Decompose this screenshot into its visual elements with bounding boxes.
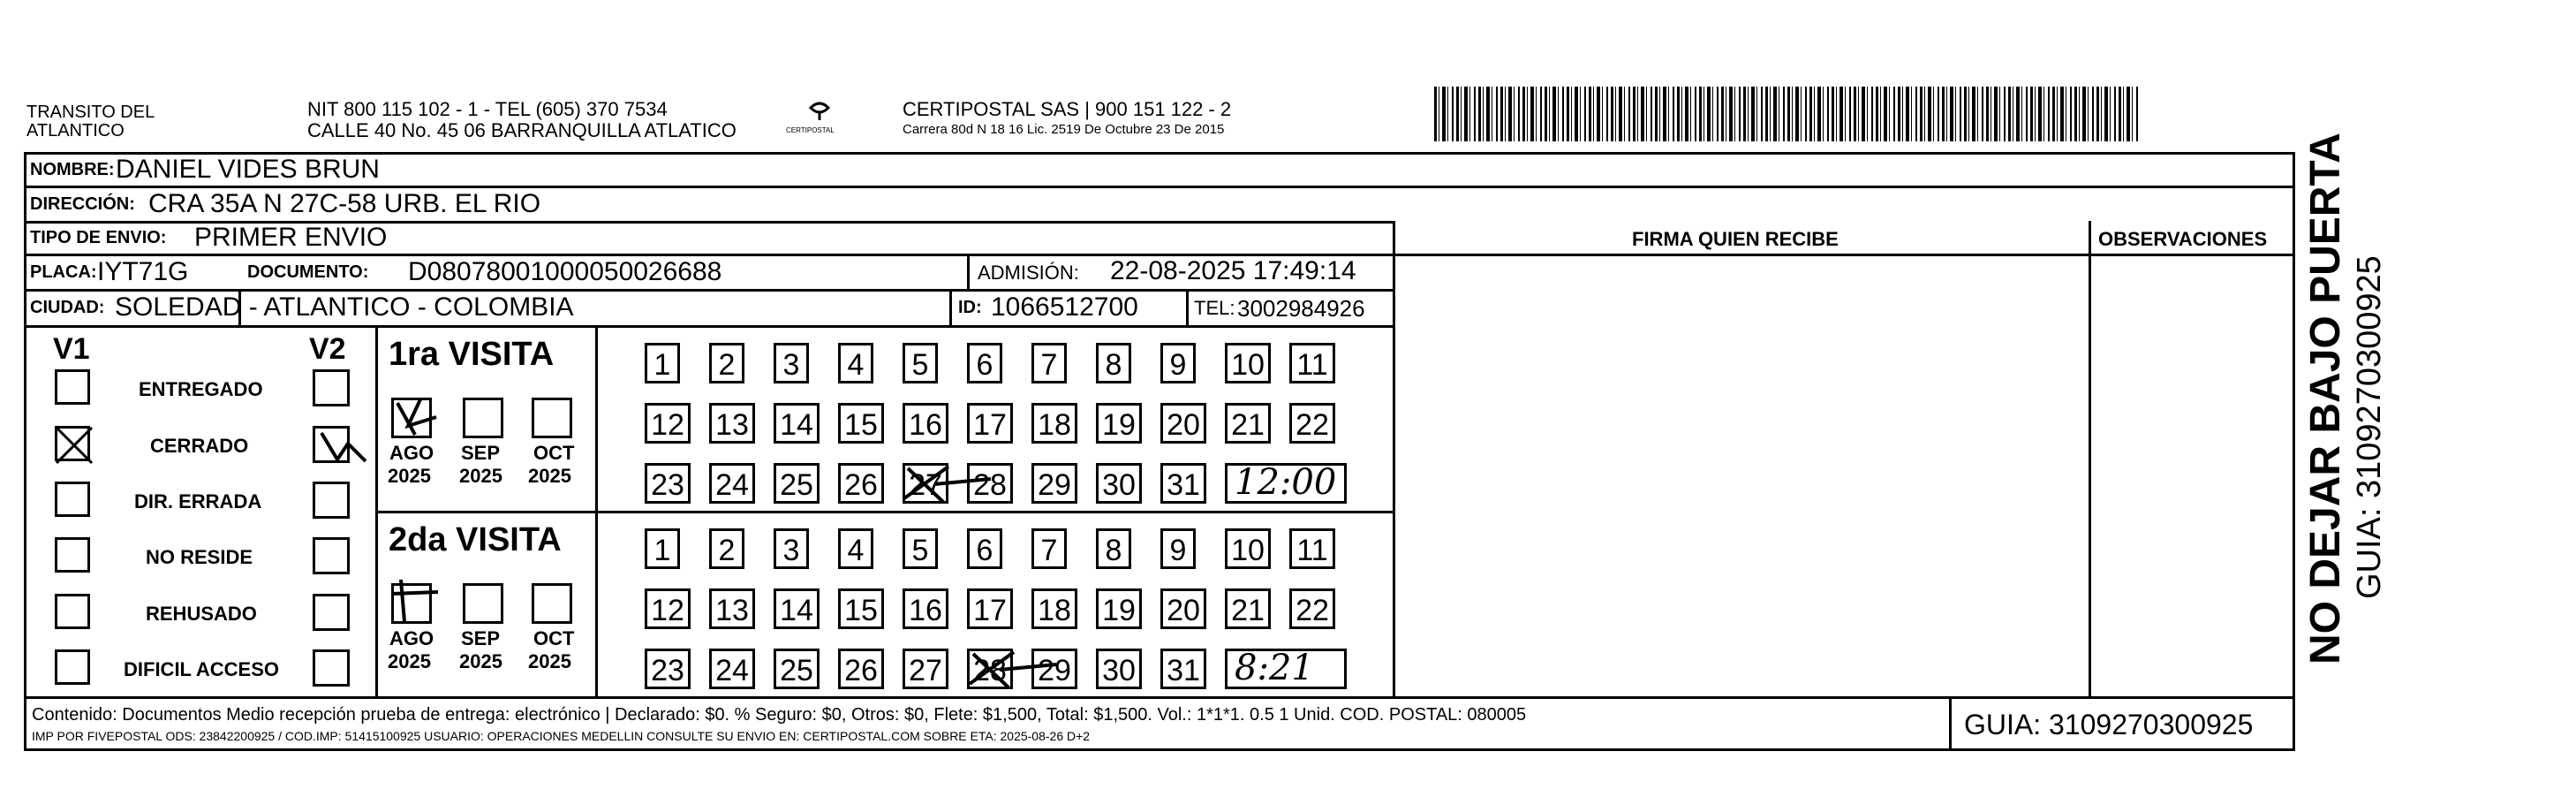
day-box[interactable] [967,343,1002,383]
rule [24,696,2295,699]
status-label: REHUSADO [146,603,257,625]
logo-caption: CERTIPOSTAL [786,126,835,134]
day-number: 31 [1167,468,1200,502]
tipo-envio-value: PRIMER ENVIO [194,223,388,252]
day-box[interactable] [1031,463,1077,504]
day-number: 28 [973,468,1007,502]
day-number: 25 [780,468,813,502]
day-number: 23 [651,654,684,687]
month-handmark [385,576,447,629]
status-v2-checkbox[interactable] [313,426,350,463]
firma-header: FIRMA QUIEN RECIBE [1632,228,1839,250]
day-box[interactable] [903,403,948,444]
ciudad-value: SOLEDAD - ATLANTICO - COLOMBIA [115,292,574,322]
day-number: 9 [1169,348,1187,382]
year-label: 2025 [459,465,502,487]
day-number: 7 [1040,348,1058,382]
day-number: 16 [909,594,942,627]
day-box[interactable] [1031,528,1067,569]
day-number: 18 [1038,594,1071,627]
day-number: 29 [1038,468,1071,502]
status-v2-checkbox[interactable] [313,537,350,574]
sender-name-line2: ATLANTICO [26,121,125,140]
courier-name: CERTIPOSTAL SAS | 900 151 122 - 2 [903,98,1232,120]
day-box[interactable] [645,403,691,444]
day-box[interactable] [709,588,755,629]
day-number: 13 [715,594,749,627]
day-box[interactable] [709,528,744,569]
day-number: 14 [780,594,813,627]
documento-label: DOCUMENTO: [247,262,369,282]
day-box[interactable] [774,343,809,383]
day-box[interactable] [645,463,691,504]
day-number: 18 [1038,408,1071,442]
id-label: ID: [958,298,982,317]
day-number: 24 [715,468,749,502]
visit-title: 2da VISITA [389,521,562,558]
sender-nit: NIT 800 115 102 - 1 - TEL (605) 370 7534 [307,98,668,120]
day-number: 26 [844,654,878,687]
day-box[interactable] [645,588,691,629]
status-v1-checkbox[interactable] [55,369,90,405]
footer-guia: GUIA: 3109270300925 [1964,709,2254,740]
day-number: 31 [1167,654,1200,687]
day-box[interactable] [967,528,1002,569]
status-v1-checkbox[interactable] [55,482,90,517]
month-label: AGO [389,627,434,649]
day-number: 17 [973,408,1007,442]
day-box[interactable] [1096,343,1131,383]
status-label: DIR. ERRADA [134,490,262,512]
day-number: 22 [1296,408,1329,442]
rule [967,254,970,289]
id-value: 1066512700 [991,292,1138,322]
year-label: 2025 [528,650,571,672]
day-number: 23 [651,468,684,502]
day-box[interactable] [903,528,938,569]
day-number: 27 [909,654,942,687]
rule [1949,696,1952,751]
day-box[interactable] [1225,403,1271,444]
day-number: 2 [718,348,736,382]
v2-header: V2 [309,332,346,366]
day-number: 3 [782,534,800,567]
rule [1393,221,1395,696]
visit-title: 1ra VISITA [389,336,555,373]
day-box[interactable] [1160,588,1206,629]
day-number: 21 [1231,408,1265,442]
month-label: AGO [389,442,434,464]
month-checkbox[interactable] [532,583,572,624]
day-number: 6 [976,348,993,382]
handwritten-time: 8:21 [1235,648,1314,688]
day-number: 28 [973,654,1007,687]
status-v2-checkbox[interactable] [313,594,350,631]
day-box[interactable] [709,403,755,444]
day-number: 4 [847,534,865,567]
day-box[interactable] [838,403,884,444]
day-number: 14 [780,408,813,442]
status-label: NO RESIDE [146,546,253,568]
month-label: OCT [533,627,575,649]
day-box[interactable] [1031,403,1077,444]
rule [24,325,1393,328]
day-number: 9 [1169,534,1187,567]
day-box[interactable] [903,343,938,383]
rule [375,511,1393,513]
day-box[interactable] [1160,343,1196,383]
rule [949,289,952,325]
day-handmark [899,459,996,509]
month-label: OCT [533,442,575,464]
day-box[interactable] [1289,403,1335,444]
footer-contenido: Contenido: Documentos Medio recepción prueba de entrega: electrónico | Declarado: $0. % Seguro: $0, Otros: $0, Flete: $1,500, Total: $1,500. Vol.: 1*1*1. 0.5 1 Unid. COD. POSTAL: 080005 [32,705,1527,725]
month-handmark [385,391,447,444]
day-box[interactable] [1289,343,1335,383]
day-number: 3 [782,348,800,382]
side-guia: GUIA: 3109270300925 [2351,255,2388,599]
day-number: 11 [1296,348,1328,382]
year-label: 2025 [388,465,431,487]
day-box[interactable] [709,463,755,504]
day-box[interactable] [774,528,809,569]
day-number: 25 [780,654,813,687]
day-number: 10 [1231,534,1265,567]
day-number: 30 [1102,468,1136,502]
documento-value: D08078001000050026688 [408,257,722,286]
day-number: 2 [718,534,736,567]
barcode [1434,87,2139,141]
day-number: 12 [651,594,684,627]
day-box[interactable] [1096,588,1142,629]
courier-address: Carrera 80d N 18 16 Lic. 2519 De Octubre 23 De 2015 [903,122,1225,137]
day-box[interactable] [1289,528,1335,569]
admision-label: ADMISIÓN: [978,262,1079,284]
day-box[interactable] [838,463,884,504]
day-number: 30 [1102,654,1136,687]
day-number: 16 [909,408,942,442]
day-box[interactable] [1096,649,1142,689]
tel-value: 3002984926 [1237,295,1365,322]
status-v2-checkbox[interactable] [313,482,350,519]
day-number: 7 [1040,534,1058,567]
day-box[interactable] [645,343,680,383]
day-number: 15 [844,594,878,627]
day-box[interactable] [709,343,744,383]
day-box[interactable] [1160,528,1196,569]
footer-imp: IMP POR FIVEPOSTAL ODS: 23842200925 / COD.IMP: 51415100925 USUARIO: OPERACIONES MEDELLIN CONSULTE SU ENVIO EN: CERTIPOSTAL.COM SOBRE ETA: 2025-08-26 D+2 [32,729,1091,743]
day-number: 5 [911,348,929,382]
status-label: CERRADO [150,435,249,457]
day-box[interactable] [1031,343,1067,383]
v1-header: V1 [53,332,90,366]
status-v1-checkbox[interactable] [55,649,90,685]
handwritten-time: 12:00 [1235,462,1337,503]
day-box[interactable] [1160,403,1206,444]
day-number: 11 [1296,534,1328,567]
day-number: 24 [715,654,749,687]
placa-label: PLACA: [30,262,97,282]
nombre-value: DANIEL VIDES BRUN [116,155,380,184]
sender-address: CALLE 40 No. 45 06 BARRANQUILLA ATLATICO [307,119,737,141]
day-number: 15 [844,408,878,442]
certipostal-logo [784,95,855,140]
day-box[interactable] [774,588,820,629]
day-number: 26 [844,468,878,502]
day-box[interactable] [1160,649,1206,689]
ciudad-label: CIUDAD: [30,298,105,317]
day-number: 20 [1167,594,1200,627]
day-box[interactable] [838,343,873,383]
day-box[interactable] [838,528,873,569]
day-number: 6 [976,534,993,567]
status-v1-checkbox[interactable] [55,426,90,461]
day-box[interactable] [1031,588,1077,629]
day-number: 8 [1105,348,1122,382]
day-box[interactable] [774,649,820,689]
status-v1-checkbox[interactable] [55,537,90,573]
day-box[interactable] [967,403,1013,444]
tipo-envio-label: TIPO DE ENVIO: [30,228,167,247]
status-label: DIFICIL ACCESO [124,658,280,680]
day-box[interactable] [1096,528,1131,569]
day-box[interactable] [1289,588,1335,629]
day-box[interactable] [1096,463,1142,504]
sender-name-line1: TRANSITO DEL [26,102,155,122]
day-number: 20 [1167,408,1200,442]
day-number: 19 [1102,408,1136,442]
rule [1186,289,1189,325]
day-box[interactable] [1225,528,1271,569]
day-number: 17 [973,594,1007,627]
day-number: 22 [1296,594,1329,627]
day-box[interactable] [1225,588,1271,629]
month-checkbox[interactable] [463,398,503,438]
month-label: SEP [461,442,501,464]
observaciones-header: OBSERVACIONES [2098,228,2268,250]
direccion-value: CRA 35A N 27C-58 URB. EL RIO [148,189,541,218]
status-v2-checkbox[interactable] [313,369,350,406]
day-number: 5 [911,534,929,567]
admision-value: 22-08-2025 17:49:14 [1110,256,1356,285]
day-number: 1 [653,348,671,382]
day-box[interactable] [1096,403,1142,444]
month-checkbox[interactable] [463,583,503,624]
rule [595,325,598,696]
day-number: 8 [1105,534,1122,567]
month-label: SEP [461,627,501,649]
day-handmark [964,645,1061,695]
day-box[interactable] [1225,343,1271,383]
rule [375,325,378,696]
day-box[interactable] [903,649,948,689]
day-number: 12 [651,408,684,442]
day-box[interactable] [645,528,680,569]
side-warning: NO DEJAR BAJO PUERTA [2302,133,2349,664]
status-v2-checkbox[interactable] [313,649,350,687]
placa-value: IYT71G [97,257,189,286]
year-label: 2025 [388,650,431,672]
day-number: 21 [1231,594,1265,627]
day-box[interactable] [709,649,755,689]
year-label: 2025 [528,465,571,487]
day-box[interactable] [774,403,820,444]
rule [24,186,2295,188]
tel-label: TEL: [1194,297,1235,319]
status-v1-checkbox[interactable] [55,594,90,629]
day-number: 4 [847,348,865,382]
nombre-label: NOMBRE: [30,160,115,179]
day-number: 10 [1231,348,1265,382]
day-number: 19 [1102,594,1136,627]
month-checkbox[interactable] [532,398,572,438]
day-box[interactable] [645,649,691,689]
day-box[interactable] [774,463,820,504]
day-number: 29 [1038,654,1071,687]
day-box[interactable] [838,649,884,689]
day-number: 27 [909,468,942,502]
day-number: 1 [653,534,671,567]
day-number: 13 [715,408,749,442]
direccion-label: DIRECCIÓN: [30,194,135,214]
day-box[interactable] [838,588,884,629]
day-box[interactable] [967,588,1013,629]
year-label: 2025 [459,650,502,672]
status-label: ENTREGADO [139,378,263,400]
day-box[interactable] [1160,463,1206,504]
rule [2089,221,2091,696]
day-box[interactable] [903,588,948,629]
